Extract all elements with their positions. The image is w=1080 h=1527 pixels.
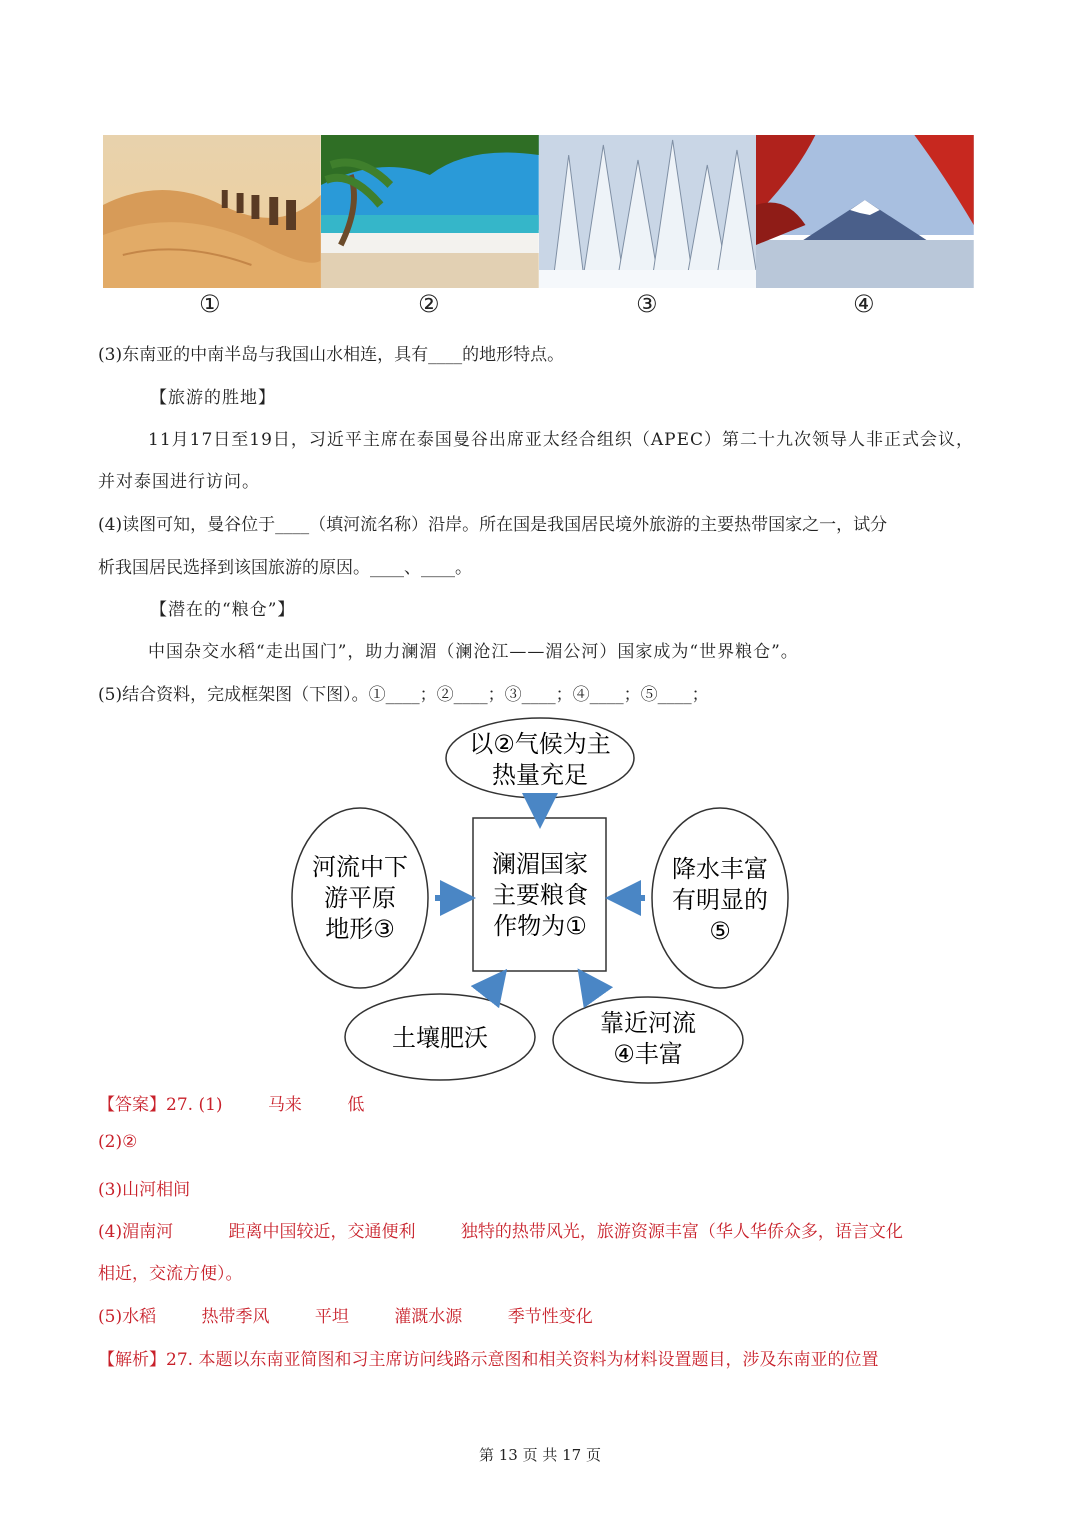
answer-q5-d: 灌溉水源	[394, 1307, 463, 1327]
soil-label: 土壤肥沃	[392, 1024, 488, 1052]
travel-paragraph-line2: 并对泰国进行访问。	[98, 472, 260, 492]
terrain-line2: 游平原	[324, 884, 396, 912]
question-3: (3)东南亚的中南半岛与我国山水相连，具有____的地形特点。	[98, 345, 565, 365]
answer-q5-e: 季节性变化	[507, 1307, 593, 1327]
answer-line-1	[98, 1090, 364, 1115]
center-line1: 澜湄国家	[492, 850, 588, 878]
climate-line1: 以②气候为主	[469, 730, 611, 758]
analysis-text: 27. 本题以东南亚简图和习主席访问线路示意图和相关资料为材料设置题目，涉及东南亚的位置	[166, 1350, 879, 1370]
photo-snowy-forest	[539, 135, 757, 288]
travel-paragraph-line1: 11月17日至19日，习近平主席在泰国曼谷出席亚太经合组织（APEC）第二十九次领导人非正式会议，	[148, 430, 975, 450]
answer-line-4	[98, 1217, 903, 1242]
answer-label: 【答案】	[98, 1095, 166, 1115]
answer-q1-b: 低	[347, 1095, 365, 1115]
photo-label-3: ③	[636, 290, 658, 318]
water-line2: ④丰富	[613, 1040, 683, 1068]
answer-line-5	[98, 1302, 593, 1327]
photo-tropical-beach	[321, 135, 539, 288]
analysis-label: 【解析】	[98, 1350, 166, 1370]
photo-desert-camels	[103, 135, 321, 288]
framework-diagram	[290, 715, 790, 1085]
analysis-line	[98, 1345, 878, 1370]
answer-q4-c: 独特的热带风光，旅游资源丰富（华人华侨众多，语言文化	[460, 1222, 903, 1242]
answer-q5-a: (5)水稻	[98, 1307, 157, 1327]
answer-q1: 27. (1)	[166, 1095, 223, 1115]
terrain-line3: 地形③	[325, 915, 395, 943]
answer-q5-c: 平坦	[314, 1307, 349, 1327]
water-line1: 靠近河流	[600, 1009, 696, 1037]
answer-q4-a: (4)湄南河	[98, 1222, 174, 1242]
granary-paragraph: 中国杂交水稻“走出国门”，助力澜湄（澜沧江——湄公河）国家成为“世界粮仓”。	[148, 642, 799, 662]
page-footer: 第 13 页 共 17 页	[478, 1446, 601, 1464]
precip-line1: 降水丰富	[672, 855, 768, 883]
center-line3: 作物为①	[493, 912, 587, 940]
photo-label-2: ②	[418, 290, 440, 318]
answer-q4-d: 相近，交流方便）。	[98, 1264, 243, 1284]
question-4-line1: (4)读图可知，曼谷位于____（填河流名称）沿岸。所在国是我国居民境外旅游的主要热带国家之一，试分	[98, 515, 888, 535]
photo-label-1: ①	[199, 290, 221, 318]
answer-q4-b: 距离中国较近，交通便利	[228, 1222, 416, 1242]
precip-line2: 有明显的	[672, 886, 768, 914]
photo-mountain-lake	[756, 135, 974, 288]
terrain-line1: 河流中下	[312, 853, 408, 881]
question-4-line2: 析我国居民选择到该国旅游的原因。____、____。	[98, 558, 472, 578]
precip-line3: ⑤	[709, 917, 731, 945]
center-line2: 主要粮食	[492, 881, 588, 909]
climate-line2: 热量充足	[492, 761, 588, 789]
section-heading-travel: 【旅游的胜地】	[150, 388, 276, 408]
answer-q5-b: 热带季风	[201, 1307, 270, 1327]
question-5: (5)结合资料，完成框架图（下图）。①____；②____；③____；④____；⑤____；	[98, 685, 709, 705]
photo-label-4: ④	[853, 290, 875, 318]
answer-q2: (2)②	[98, 1132, 138, 1152]
answer-q3: (3)山河相间	[98, 1180, 191, 1200]
answer-q1-a: 马来	[267, 1095, 302, 1115]
photo-strip	[103, 135, 974, 288]
section-heading-granary: 【潜在的“粮仓”】	[150, 600, 296, 620]
